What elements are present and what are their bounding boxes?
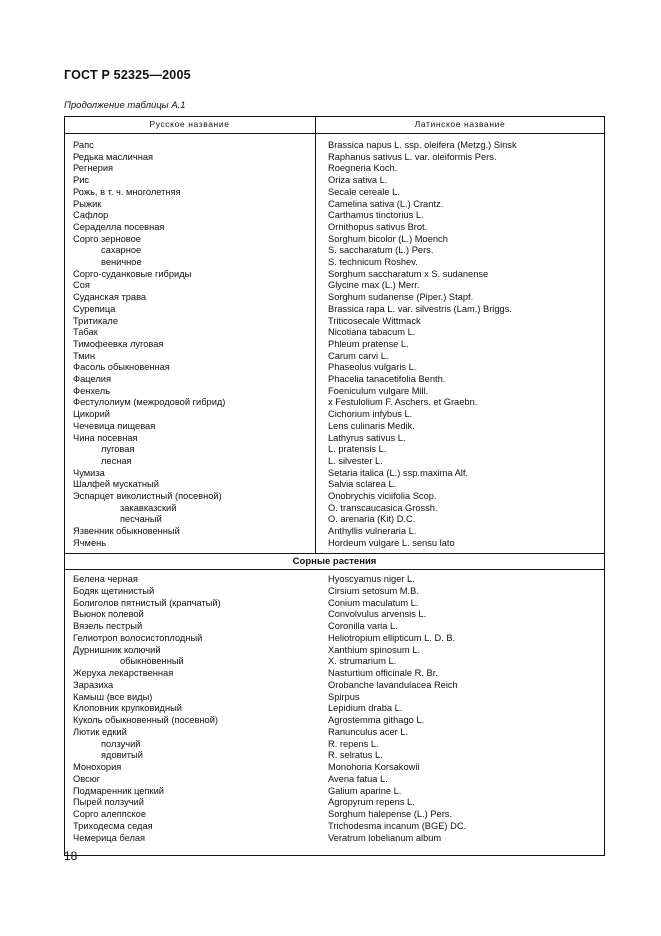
table-row [0,691,661,703]
latin-name: Nasturtium officinale R. Br. [328,668,438,678]
russian-name: закавказский [120,502,177,513]
russian-name: Рожь, в т. ч. многолетняя [73,186,181,197]
table-caption: Продолжение таблицы А.1 [64,100,186,111]
table-row [0,785,661,797]
latin-name: Lepidium draba L. [328,703,403,714]
latin-name: Brassica napus L. ssp. oleifera (Metzg.) Sinsk [328,140,517,150]
table-row [0,525,661,537]
table-row [0,373,661,385]
russian-name: Бодяк щетинистый [73,585,155,596]
section-title-weeds: Сорные растения [292,556,377,567]
russian-name: ползучий [101,738,141,749]
latin-name: Phleum pratense L. [328,338,409,349]
russian-name: Язвенник обыкновенный [73,526,180,537]
table-row [0,738,661,750]
latin-name: Coronilla varia L. [328,621,398,631]
table-row [0,667,661,679]
russian-name: Лютик едкий [73,726,127,737]
latin-name: Secale cereale L. [328,186,400,197]
table-row [0,585,661,597]
russian-name: Клоповник крупковидный [73,703,182,714]
latin-name: Avena fatua L. [328,773,388,784]
table-row [0,139,661,151]
table-row [0,396,661,408]
russian-name: Белена черная [73,574,138,584]
latin-name: Orobanche lavandulacea Reich [328,679,458,690]
latin-name: Anthyllis vulneraria L. [328,526,417,537]
latin-name: Hyoscyamus niger L. [328,574,415,584]
russian-name: Шалфей мускатный [73,479,159,490]
russian-name: Фестулолиум (межродовой гибрид) [73,397,226,408]
latin-name: Phaseolus vulgaris L. [328,362,417,373]
russian-name: Тимофеевка луговая [73,338,164,349]
latin-name: Sorghum halepense (L.) Pers. [328,809,453,819]
latin-name: Brassica rapa L. var. silvestris (Lam.) Briggs. [328,303,512,314]
russian-name: Сорго-суданковые гибриды [73,268,192,279]
table-row [0,420,661,432]
latin-name: Camelina sativa (L.) Crantz. [328,198,444,209]
latin-name: Glycine max (L.) Merr. [328,280,420,291]
table-row [0,315,661,327]
latin-name: R. repens L. [328,738,379,749]
latin-name: Ranunculus acer L. [328,726,409,737]
latin-name: Onobrychis viciifolia Scop. [328,491,437,501]
latin-name: O. arenaria (Kit) D.C. [328,514,416,525]
latin-name: Sorghum bicolor (L.) Moench [328,233,448,244]
latin-name: Sorghum sudanense (Piper.) Stapf. [328,292,474,303]
table-row [0,749,661,761]
table-row [0,291,661,303]
russian-name: Рапс [73,140,94,150]
table-row [0,162,661,174]
latin-name: S. technicum Roshev. [328,257,418,267]
russian-name: Дурнишник колючий [73,644,161,655]
table-row [0,244,661,256]
latin-name: Sorghum saccharatum x S. sudanense [328,268,489,279]
column-header-russian: Русское название [149,119,230,129]
russian-name: Болиголов пятнистый (крапчатый) [73,597,221,608]
latin-name: X. strumarium L. [328,656,397,667]
table-row [0,597,661,609]
table-row [0,303,661,315]
russian-name: Фасоль обыкновенная [73,362,170,373]
russian-name: Табак [73,327,98,338]
latin-name: Cirsium setosum M.B. [328,585,419,596]
latin-name: Monohoria Korsakowii [328,762,420,772]
russian-name: Фенхель [73,385,111,396]
russian-name: Тритикале [73,315,119,326]
table-row [0,832,661,844]
latin-name: Convolvulus arvensis L. [328,609,427,620]
table-row [0,537,661,549]
russian-name: Тмин [73,350,95,361]
latin-name: Triticosecale Wittmack [328,315,421,326]
table-row [0,233,661,245]
russian-name: Монохория [73,762,122,772]
russian-name: Чина посевная [73,432,138,443]
latin-name: Phacelia tanacetifolia Benth. [328,374,446,384]
latin-name: Spirpus [328,691,360,702]
russian-name: песчаный [120,514,162,525]
table-row [0,350,661,362]
russian-name: сахарное [101,245,142,256]
table-row [0,198,661,210]
russian-name: Рыжик [73,198,102,209]
russian-name: Рис [73,175,90,186]
russian-name: Вязель пестрый [73,621,143,631]
latin-name: L. silvester L. [328,455,383,466]
page-number: 18 [64,849,78,863]
table-row [0,279,661,291]
latin-name: Cichorium infybus L. [328,409,413,420]
latin-name: Setaria italica (L.) ssp.maxima Alf. [328,467,469,478]
table-row [0,338,661,350]
russian-name: Заразиха [73,679,114,690]
table-row [0,655,661,667]
russian-name: Подмаренник цепкий [73,785,164,796]
latin-name: Raphanus sativus L. var. oleiformis Pers. [328,151,497,162]
latin-name: Carthamus tinctorius L. [328,210,424,221]
section-top-rule [64,553,605,554]
russian-name: веничное [101,257,142,267]
table-row [0,408,661,420]
table-row [0,209,661,221]
table-row [0,502,661,514]
russian-name: Вьюнок полевой [73,609,144,620]
russian-name: Фацелия [73,374,111,384]
table-row [0,726,661,738]
russian-name: Суданская трава [73,292,147,303]
latin-name: Ornithopus sativus Brot. [328,221,428,232]
russian-name: лесная [101,455,132,466]
table-row [0,455,661,467]
russian-name: Сафлор [73,210,109,221]
latin-name: Lens culinaris Medik. [328,420,415,431]
table-row [0,644,661,656]
russian-name: Триходесма седая [73,820,153,831]
table-row [0,632,661,644]
latin-name: Salvia sclarea L. [328,479,397,490]
latin-name: Agrostemma githago L. [328,715,425,725]
table-row [0,808,661,820]
table-row [0,361,661,373]
latin-name: S. saccharatum (L.) Pers. [328,245,434,256]
table-row [0,432,661,444]
russian-name: ядовитый [101,750,143,761]
russian-name: Пырей ползучий [73,797,144,808]
latin-name: Nicotiana tabacum L. [328,327,416,338]
russian-name: Соя [73,280,90,291]
latin-name: Foeniculum vulgare Mill. [328,385,429,396]
column-header-latin: Латинское название [414,119,506,129]
russian-name: Куколь обыкновенный (посевной) [73,715,218,725]
russian-name: Сурепица [73,303,116,314]
russian-name: Редька масличная [73,151,154,162]
table-row [0,174,661,186]
table-row [0,620,661,632]
table-row [0,796,661,808]
table-row [0,467,661,479]
latin-name: L. pratensis L. [328,444,387,455]
table-row [0,761,661,773]
table-row [0,221,661,233]
russian-name: Гелиотроп волосистоплодный [73,632,203,643]
table-row [0,256,661,268]
table-row [0,714,661,726]
latin-name: R. selratus L. [328,750,383,761]
russian-name: Сорго зерновое [73,233,141,244]
document-header: ГОСТ Р 52325—2005 [64,68,191,82]
latin-name: Oriza sativa L. [328,175,388,186]
russian-name: Чечевица пищевая [73,420,156,431]
latin-name: Conium maculatum L. [328,597,419,608]
table-row [0,702,661,714]
table-row [0,679,661,691]
latin-name: Carum carvi L. [328,350,389,361]
section-bottom-rule [64,569,605,570]
table-row [0,268,661,280]
table-row [0,490,661,502]
latin-name: Agropyrum repens L. [328,797,415,808]
russian-name: Камыш (все виды) [73,691,153,702]
russian-name: Жеруха лекарственная [73,668,174,678]
table-row [0,478,661,490]
table-row [0,151,661,163]
table-row [0,186,661,198]
table-row [0,573,661,585]
russian-name: Чемерица белая [73,832,146,843]
table-row [0,326,661,338]
russian-name: луговая [101,444,135,455]
latin-name: Galium aparine L. [328,785,402,796]
latin-name: Hordeum vulgare L. sensu lato [328,537,455,548]
latin-name: Xanthium spinosum L. [328,644,420,655]
table-row [0,385,661,397]
latin-name: Lathyrus sativus L. [328,432,406,443]
russian-name: Цикорий [73,409,110,420]
table-row [0,820,661,832]
russian-name: Эспарцет виколистный (посевной) [73,491,222,501]
russian-name: Сорго алеппское [73,809,146,819]
table-row [0,773,661,785]
russian-name: Овсюг [73,773,101,784]
latin-name: Trichodesma incanum (BGE) DC. [328,820,467,831]
latin-name: Heliotropium ellipticum L. D. B. [328,632,456,643]
latin-name: Veratrum lobelianum album [328,832,442,843]
table-header-row [64,116,605,134]
russian-name: Ячмень [73,537,107,548]
table-row [0,608,661,620]
table-row [0,443,661,455]
russian-name: Чумиза [73,467,105,478]
russian-name: Регнерия [73,163,114,174]
russian-name: обыкновенный [120,656,184,667]
latin-name: O. transcaucasica Grossh. [328,502,438,513]
latin-name: x Festulolium F. Aschers. et Graebn. [328,397,478,408]
latin-name: Roegneria Koch. [328,163,398,174]
russian-name: Сераделла посевная [73,221,165,232]
table-row [0,513,661,525]
